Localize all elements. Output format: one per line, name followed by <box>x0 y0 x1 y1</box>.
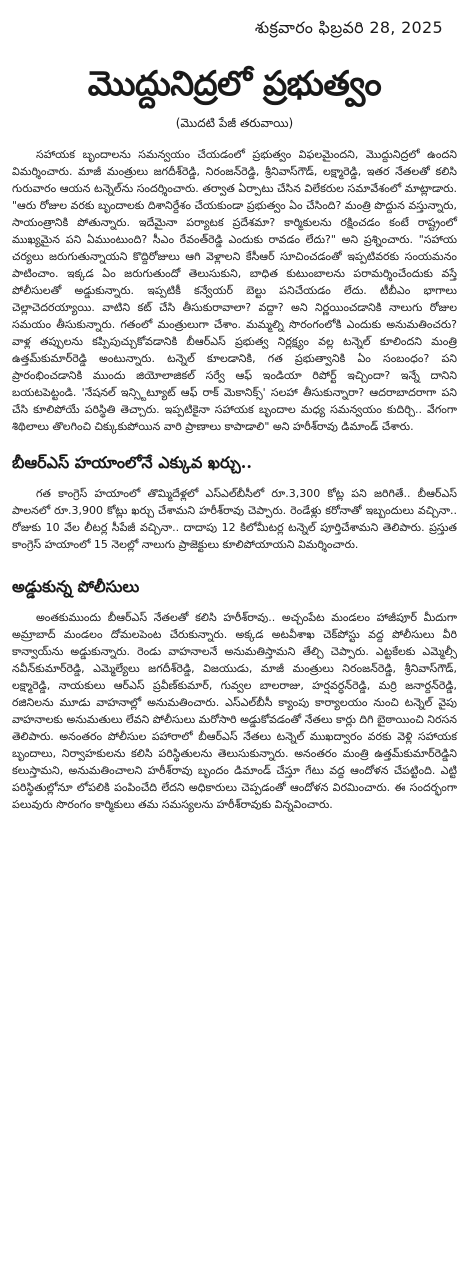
headline: మొద్దునిద్రలో ప్రభుత్వం <box>87 64 382 104</box>
article-paragraph-2: గత కాంగ్రెస్ హయాంలో తొమ్మిదేళ్లలో ఎస్ఎల్‌బీసీలో రూ.3,300 కోట్ల పని జరిగితే.. బీఆర్ఎస్ పాలనలో రూ.3,900 కోట్లు ఖర్చు చేశామని హరీశ్‌రావు చెప్పారు. రెండేళ్లు కరోనాతో ఇబ్బందులు వచ్చినా.. రోజుకు 10 వేల లీటర్ల సీపేజీ వచ్చినా.. దాదాపు 12 కిలోమీటర్ల టన్నెల్ పూర్తిచేశామని తెలిపారు. ప్రస్తుత కాంగ్రెస్ హయాంలో 15 నెలల్లో నాలుగు ప్రాజెక్టులు కూలిపోయాయని విమర్శించారు. <box>12 487 457 551</box>
section-heading-2: అడ్డుకున్న పోలీసులు <box>12 577 140 596</box>
article-paragraph-3: అంతకుముందు బీఆర్ఎస్ నేతలతో కలిసి హరీశ్‌రావు.. అచ్చంపేట మండలం హాజీపూర్ మీదుగా అమ్రాబాద్ మండలం దోమలపెంట చేరుకున్నారు. అక్కడ అటవీశాఖ చెక్‌పోస్టు వద్ద పోలీసులు వీరి కాన్వాయ్‌ను అడ్డుకున్నారు. రెండు వాహనాలనే అనుమతిస్తామని తేల్చి చెప్పారు. ఎట్టకేలకు ఎమ్మెల్సీ నవీన్‌కుమార్‌రెడ్డి, ఎమ్మెల్యేలు జగదీశ్‌రెడ్డి, విజయుడు, మాజీ మంత్రులు నిరంజన్‌రెడ్డి, శ్రీనివాస్‌గౌడ్, లక్ష్మారెడ్డి, నాయకులు ఆర్ఎస్ ప్రవీణ్‌కుమార్, గువ్వల బాలరాజు, హర్షవర్ధన్‌రెడ్డి, మర్రి జనార్దన్‌రెడ్డి, రజినిలను మూడు వాహనాల్లో అనుమతించారు. ఎస్ఎల్‌బీసీ క్యాంపు కార్యాలయం నుంచి టన్నెల్ వైపు వాహనాలకు అనుమతులు లేవని పోలీసులు మరోసారి అడ్డుకోవడంతో నేతలు కార్లు దిగి బైఠాయించి నిరసన తెలిపారు. అనంతరం పోలీసుల పహారాలో బీఆర్ఎస్ నేతలు టన్నెల్ ముఖద్వారం వరకు వెళ్లి సహాయక బృందాలు, నిర్వాహకులను కలిసి పరిస్థితులను తెలుసుకున్నారు. అనంతరం మంత్రి ఉత్తమ్‌కుమార్‌రెడ్డిని కలుస్తామని, అనుమతించాలని హరీశ్‌రావు బృందం డిమాండ్ చేస్తూ గేటు వద్ద ఆందోళన చేపట్టింది. ఎట్టి పరిస్థితుల్లోనూ లోపలికి పంపించేది లేదని అధికారులు చెప్పడంతో ఆందోళన విరమించారు. ఈ సందర్భంగా పలువురు సొరంగం కార్మికులు తమ సమస్యలను హరీశ్‌రావుకు విన్నవించారు. <box>12 611 457 811</box>
continued-note: (మొదటి పేజీ తరువాయి) <box>175 116 294 130</box>
article-paragraph-1: సహాయక బృందాలను సమన్వయం చేయడంలో ప్రభుత్వం విఫలమైందని, మొద్దునిద్రలో ఉందని విమర్శించారు. మాజీ మంత్రులు జగదీశ్‌రెడ్డి, నిరంజన్‌రెడ్డి, శ్రీనివాస్‌గౌడ్, లక్ష్మారెడ్డి, ఇతర నేతలతో కలిసి గురువారం ఆయన టన్నెల్‌ను సందర్శించారు. తర్వాత ఏర్పాటు చేసిన విలేకరుల సమావేశంలో మాట్లాడారు. "ఆరు రోజుల వరకు బృందాలకు దిశానిర్దేశం చేయకుండా ప్రభుత్వం ఏం చేసింది? మంత్రి పొద్దున వస్తున్నారు, సాయంత్రానికి పోతున్నారు. ఇదేమైనా పర్యాటక ప్రదేశమా? కార్మికులను రక్షించడం కంటే రాష్ట్రంలో ముఖ్యమైన పని ఏముంటుంది? సీఎం రేవంత్‌రెడ్డి ఎందుకు రావడం లేదు?" అని ప్రశ్నించారు. "సహాయ చర్యలు జరుగుతున్నాయని కొద్దిరోజులు ఆగి వెళ్లాలని కేసీఆర్ సూచించడంతో ఇప్పటివరకు సంయమనం పాటించాం. ఇక్కడ ఏం జరుగుతుందో తెలుసుకుని, బాధిత కుటుంబాలను పరామర్శించేందుకు వస్తే పోలీసులతో అడ్డుకున్నారు. ఇప్పటికీ కన్వేయర్ బెల్టు పనిచేయడం లేదు. టీబీఎం భాగాలు చెల్లాచెదరయ్యాయి. వాటిని కట్ చేసి తీసుకురావాలా? వద్దా? అని నిర్ణయించడానికి నాలుగు రోజుల సమయం తీసుకున్నారు. గతంలో మంత్రులుగా చేశాం. మమ్మల్ని సొరంగంలోకి ఎందుకు అనుమతించరు? వాళ్ల తప్పులను కప్పిపుచ్చుకోవడానికి బీఆర్ఎస్ ప్రభుత్వ నిర్లక్ష్యం వల్ల టన్నెల్ కూలిందని మంత్రి ఉత్తమ్‌కుమార్‌రెడ్డి అంటున్నారు. టన్నెల్ కూలడానికి, గత ప్రభుత్వానికి ఏం సంబంధం? పని ప్రారంభించడానికి ముందు జియోలాజికల్ సర్వే ఆఫ్ ఇండియా రిపోర్ట్ ఇచ్చిందా? ఇన్నే దానిని బయటపెట్టండి. 'నేషనల్ ఇన్స్టిట్యూట్ ఆఫ్ రాక్ మెకానిక్స్' సలహా తీసుకున్నారా? ఆదరాబాదరాగా పని చేసి కూలిపోయే పరిస్థితి తెచ్చారు. ఇప్పటికైనా సహాయక బృందాల మధ్య సమన్వయం కుదిర్చి.. వేగంగా శిథిలాలు తొలగించి చిక్కుకుపోయిన వారి ప్రాణాలు కాపాడాలి" అని హరీశ్‌రావు డిమాండ్ చేశారు. <box>12 148 457 433</box>
section-heading-1: బీఆర్ఎస్ హయాంలోనే ఎక్కువ ఖర్చు.. <box>12 453 252 472</box>
dateline: శుక్రవారం ఫిబ్రవరి 28, 2025 <box>254 18 443 37</box>
